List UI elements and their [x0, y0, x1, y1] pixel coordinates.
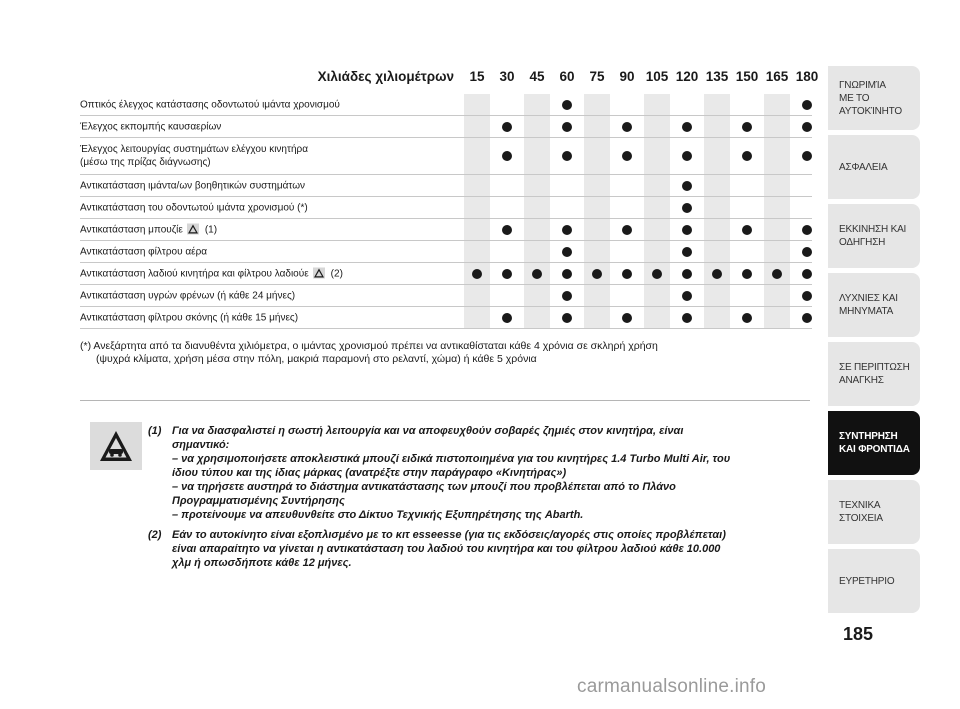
- km-column-header: 90: [619, 69, 635, 84]
- note-line: είναι απαραίτητο να γίνεται η αντικατάσταση του λαδιού του κινητήρα και του φίλτρου λαδιού κάθε 10.000: [172, 543, 721, 555]
- column-shading: [464, 285, 490, 306]
- row-label: [80, 245, 207, 258]
- chapter-tab-label: ΣΕ ΠΕΡΙΠΤΩΣΗ ΑΝΑΓΚΗΣ: [839, 362, 910, 386]
- column-shading: [464, 241, 490, 262]
- table-row: [80, 116, 812, 138]
- row-label-line: Αντικατάσταση του οδοντωτού ιμάντα χρονισμού (*): [80, 202, 308, 213]
- table-row: [80, 241, 812, 263]
- km-column-header: 135: [705, 69, 729, 84]
- column-shading: [584, 307, 610, 328]
- service-mark-dot: [562, 291, 572, 301]
- section-divider: [80, 400, 810, 401]
- column-shading: [584, 94, 610, 115]
- chapter-tab[interactable]: [828, 411, 920, 475]
- column-shading: [584, 175, 610, 196]
- warning-triangle-icon: [187, 223, 199, 234]
- table-row: [80, 138, 812, 175]
- service-mark-dot: [622, 269, 632, 279]
- km-column-header: 45: [529, 69, 545, 84]
- column-shading: [584, 219, 610, 240]
- service-mark-dot: [562, 122, 572, 132]
- chapter-tabs: [828, 66, 920, 618]
- column-shading: [764, 219, 790, 240]
- service-mark-dot: [532, 269, 542, 279]
- note-line: ίδιου τύπου και της ίδιας μάρκας (ανατρέξτε στην παράγραφο «Κινητήρας»): [172, 467, 567, 479]
- column-shading: [644, 219, 670, 240]
- column-shading: [524, 94, 550, 115]
- service-mark-dot: [652, 269, 662, 279]
- service-mark-dot: [562, 247, 572, 257]
- column-shading: [704, 197, 730, 218]
- service-mark-dot: [682, 247, 692, 257]
- note-item: [148, 528, 816, 570]
- column-shading: [704, 175, 730, 196]
- note-number: (2): [148, 529, 162, 541]
- column-shading: [704, 138, 730, 174]
- service-mark-dot: [502, 122, 512, 132]
- service-mark-dot: [622, 313, 632, 323]
- chapter-tab[interactable]: [828, 204, 920, 268]
- service-mark-dot: [562, 313, 572, 323]
- service-mark-dot: [682, 291, 692, 301]
- chapter-tab[interactable]: [828, 549, 920, 613]
- column-shading: [644, 241, 670, 262]
- km-column-header: 120: [675, 69, 699, 84]
- column-shading: [464, 219, 490, 240]
- table-row: [80, 94, 812, 116]
- table-header: [80, 64, 819, 94]
- column-shading: [764, 241, 790, 262]
- column-shading: [524, 116, 550, 137]
- column-shading: [524, 138, 550, 174]
- watermark: carmanualsonline.info: [577, 676, 767, 697]
- footnote-line-2: (ψυχρά κλίματα, χρήση μέσα στην πόλη, μακριά παραμονή στο ρελαντί, χώμα) ή κάθε 5 χρόνια: [96, 353, 537, 365]
- table-row: [80, 219, 812, 241]
- service-mark-dot: [802, 100, 812, 110]
- service-mark-dot: [562, 100, 572, 110]
- row-label: [80, 179, 305, 192]
- row-label-line: Έλεγχος λειτουργίας συστημάτων ελέγχου κινητήρα: [80, 144, 308, 155]
- service-mark-dot: [802, 313, 812, 323]
- service-mark-dot: [742, 269, 752, 279]
- table-row: [80, 307, 812, 329]
- row-label-line: Οπτικός έλεγχος κατάστασης οδοντωτού ιμάντα χρονισμού: [80, 99, 340, 110]
- chapter-tab[interactable]: [828, 135, 920, 199]
- row-note-ref: (1): [204, 224, 218, 235]
- column-shading: [764, 116, 790, 137]
- note-line: Για να διασφαλιστεί η σωστή λειτουργία και να αποφευχθούν σοβαρές ζημιές στον κινητήρα, είναι: [172, 425, 684, 437]
- note-line: Εάν το αυτοκίνητο είναι εξοπλισμένο με το κιτ esseesse (για τις εκδόσεις/αγορές στις οποίες προβλέπεται): [172, 529, 726, 541]
- row-label-line: Αντικατάσταση ιμάντα/ων βοηθητικών συστημάτων: [80, 180, 306, 191]
- km-column-header: 105: [645, 69, 669, 84]
- service-mark-dot: [622, 122, 632, 132]
- service-mark-dot: [472, 269, 482, 279]
- chapter-tab-label: ΣΥΝΤΗΡΗΣΗ ΚΑΙ ΦΡΟΝΤΙΔΑ: [839, 431, 910, 455]
- note-line: – προτείνουμε να απευθυνθείτε στο Δίκτυο Τεχνικής Εξυπηρέτησης της Abarth.: [172, 509, 584, 521]
- table-footnote: [80, 340, 810, 366]
- km-column-header: 180: [795, 69, 819, 84]
- km-column-header: 75: [589, 69, 605, 84]
- column-shading: [464, 94, 490, 115]
- column-shading: [464, 175, 490, 196]
- service-mark-dot: [682, 181, 692, 191]
- table-row: [80, 263, 812, 285]
- column-shading: [464, 197, 490, 218]
- service-mark-dot: [682, 122, 692, 132]
- service-mark-dot: [682, 313, 692, 323]
- service-mark-dot: [562, 151, 572, 161]
- chapter-tab-label: ΕΥΡΕΤΗΡΙΟ: [839, 575, 895, 587]
- column-shading: [524, 307, 550, 328]
- chapter-tab-label: ΛΥΧΝΙΕΣ ΚΑΙ ΜΗΝΥΜΑΤΑ: [839, 293, 898, 317]
- column-shading: [584, 197, 610, 218]
- column-shading: [464, 138, 490, 174]
- notes: [148, 424, 816, 576]
- service-mark-dot: [772, 269, 782, 279]
- column-shading: [764, 138, 790, 174]
- page-number: 185: [842, 624, 874, 644]
- note-line: χλμ ή οπωσδήποτε κάθε 12 μήνες.: [172, 557, 352, 569]
- row-label-line: (μέσω της πρίζας διάγνωσης): [80, 157, 211, 168]
- column-shading: [524, 241, 550, 262]
- chapter-tab[interactable]: [828, 342, 920, 406]
- column-shading: [764, 285, 790, 306]
- service-mark-dot: [682, 151, 692, 161]
- table-row: [80, 175, 812, 197]
- column-shading: [584, 285, 610, 306]
- column-shading: [704, 219, 730, 240]
- warning-triangle-icon: [313, 267, 325, 278]
- row-label-line: Αντικατάσταση υγρών φρένων (ή κάθε 24 μήνες): [80, 290, 296, 301]
- row-label-line: Αντικατάσταση λαδιού κινητήρα και φίλτρου λαδιούε: [80, 268, 309, 279]
- service-mark-dot: [682, 269, 692, 279]
- column-shading: [524, 175, 550, 196]
- row-label: [80, 143, 308, 169]
- km-column-header: 150: [735, 69, 759, 84]
- service-mark-dot: [622, 151, 632, 161]
- service-mark-dot: [592, 269, 602, 279]
- column-shading: [584, 241, 610, 262]
- row-label-line: Αντικατάσταση φίλτρου αέρα: [80, 246, 208, 257]
- column-shading: [644, 116, 670, 137]
- column-shading: [644, 285, 670, 306]
- table-row: [80, 285, 812, 307]
- column-shading: [764, 94, 790, 115]
- chapter-tab-label: ΓΝΩΡΙΜΊΑ ΜΕ ΤΟ ΑΥΤΟΚΊΝΗΤΟ: [839, 79, 902, 117]
- chapter-tab-label: ΕΚΚΙΝΗΣΗ ΚΑΙ ΟΔΗΓΗΣΗ: [839, 224, 907, 248]
- column-shading: [644, 197, 670, 218]
- service-mark-dot: [802, 269, 812, 279]
- column-shading: [704, 285, 730, 306]
- service-mark-dot: [802, 122, 812, 132]
- column-shading: [524, 219, 550, 240]
- km-column-header: 15: [469, 69, 485, 84]
- chapter-tab[interactable]: [828, 66, 920, 130]
- chapter-tab[interactable]: [828, 273, 920, 337]
- service-mark-dot: [502, 313, 512, 323]
- km-column-header: 30: [499, 69, 515, 84]
- maintenance-schedule-table: [80, 64, 819, 329]
- row-label-line: Αντικατάσταση φίλτρου σκόνης (ή κάθε 15 μήνες): [80, 312, 299, 323]
- column-shading: [464, 116, 490, 137]
- note-text: [172, 424, 730, 522]
- row-label: [80, 98, 340, 111]
- footnote-line-1: (*) Ανεξάρτητα από τα διανυθέντα χιλιόμετρα, ο ιμάντας χρονισμού πρέπει να αντικαθίσταται κάθε 4 χρόνια σε σκληρή χρήση: [80, 340, 658, 352]
- column-shading: [704, 94, 730, 115]
- column-shading: [644, 94, 670, 115]
- service-mark-dot: [802, 247, 812, 257]
- column-shading: [524, 197, 550, 218]
- column-shading: [464, 307, 490, 328]
- note-line: – να χρησιμοποιήσετε αποκλειστικά μπουζί ειδικά πιστοποιημένα για του κινητήρες 1.4 Turbo Multi Air, του: [172, 453, 731, 465]
- service-mark-dot: [562, 269, 572, 279]
- warning-box: [90, 422, 142, 470]
- row-label: [80, 223, 217, 236]
- column-shading: [524, 285, 550, 306]
- note-line: Προγραμματισμένης Συντήρησης: [172, 495, 345, 507]
- column-shading: [644, 307, 670, 328]
- service-mark-dot: [802, 291, 812, 301]
- row-label: [80, 289, 295, 302]
- chapter-tab[interactable]: [828, 480, 920, 544]
- service-mark-dot: [502, 269, 512, 279]
- service-mark-dot: [742, 225, 752, 235]
- column-shading: [764, 197, 790, 218]
- column-shading: [764, 307, 790, 328]
- row-label-line: Έλεγχος εκπομπής καυσαερίων: [80, 121, 222, 132]
- column-shading: [704, 116, 730, 137]
- note-text: [172, 528, 726, 570]
- chapter-tab-label: ΤΕΧΝΙΚΑ ΣΤΟΙΧΕΙΑ: [839, 500, 883, 524]
- note-item: [148, 424, 816, 522]
- column-shading: [644, 138, 670, 174]
- row-label: [80, 311, 298, 324]
- service-mark-dot: [562, 225, 572, 235]
- row-note-ref: (2): [330, 268, 343, 279]
- row-label-line: Αντικατάσταση μπουζίε: [80, 224, 183, 235]
- column-shading: [704, 307, 730, 328]
- service-mark-dot: [712, 269, 722, 279]
- column-shading: [704, 241, 730, 262]
- note-number: (1): [148, 425, 162, 437]
- service-mark-dot: [742, 151, 752, 161]
- column-shading: [584, 116, 610, 137]
- service-mark-dot: [502, 151, 512, 161]
- km-column-header: 165: [765, 69, 789, 84]
- service-mark-dot: [502, 225, 512, 235]
- table-row: [80, 197, 812, 219]
- column-shading: [644, 175, 670, 196]
- note-line: – να τηρήσετε αυστηρά το διάστημα αντικατάστασης των μπουζί που προβλέπεται από το Πλάνο: [172, 481, 676, 493]
- km-header-title: Χιλιάδες χιλιομέτρων: [317, 69, 454, 84]
- service-mark-dot: [682, 203, 692, 213]
- table-body: [80, 94, 812, 329]
- row-label: [80, 120, 221, 133]
- service-mark-dot: [682, 225, 692, 235]
- service-mark-dot: [742, 122, 752, 132]
- service-mark-dot: [742, 313, 752, 323]
- service-mark-dot: [802, 151, 812, 161]
- km-column-header: 60: [559, 69, 575, 84]
- chapter-tab-label: ΑΣΦΑΛΕΙΑ: [839, 161, 888, 173]
- row-label: [80, 201, 308, 214]
- row-label: [80, 267, 343, 280]
- column-shading: [584, 138, 610, 174]
- warning-triangle-icon: [98, 428, 134, 464]
- note-line: σημαντικό:: [172, 439, 230, 451]
- service-mark-dot: [802, 225, 812, 235]
- column-shading: [764, 175, 790, 196]
- service-mark-dot: [622, 225, 632, 235]
